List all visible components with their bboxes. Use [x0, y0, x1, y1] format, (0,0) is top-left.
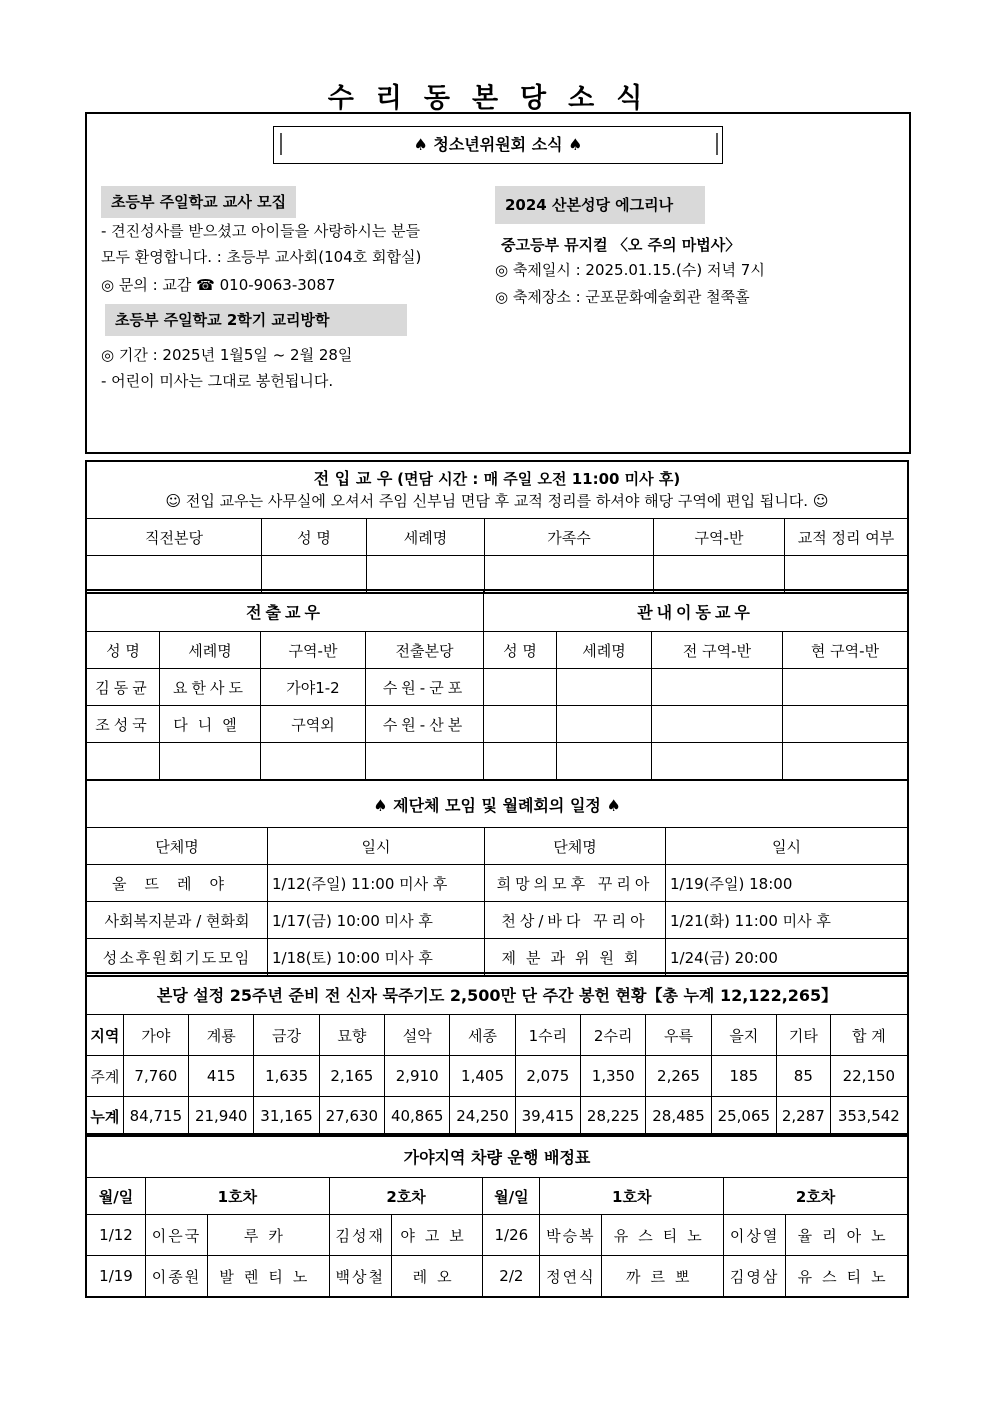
cell: 울뜨레야 [86, 865, 268, 902]
col-header: 현 구역-반 [783, 632, 909, 669]
col-header: 단체명 [86, 828, 268, 865]
table-row [86, 669, 908, 706]
cell: 185 [711, 1056, 776, 1097]
cell: 유스티노 [602, 1215, 724, 1256]
cell: 레오 [391, 1256, 483, 1298]
cell: 28,485 [646, 1097, 711, 1137]
cell: 1/19 [86, 1256, 146, 1298]
cell: 제분과위원회 [485, 939, 666, 977]
cell: 수원-군포 [366, 669, 484, 706]
cell: 기타 [777, 1015, 831, 1056]
col-header: 세례명 [160, 632, 261, 669]
cell: 구역외 [261, 706, 366, 743]
cell: 누계 [86, 1097, 123, 1137]
cell: 40,865 [385, 1097, 450, 1137]
musical-title: 중고등부 뮤지컬 〈오 주의 마법사〉 [501, 236, 741, 254]
col-header: 세례명 [367, 519, 485, 556]
col-header: 구역-반 [654, 519, 785, 556]
youth-heading: ♠ 청소년위원회 소식 ♠ [273, 126, 723, 164]
cell: 정연식 [540, 1256, 602, 1298]
table-row [86, 865, 908, 902]
col-header: 월/일 [483, 1178, 540, 1215]
table-row [86, 1256, 908, 1298]
cell: 성소후원회기도모임 [86, 939, 268, 977]
cell: 25,065 [711, 1097, 776, 1137]
cell: 1/17(금) 10:00 미사 후 [268, 902, 485, 939]
cell: 이상열 [724, 1215, 786, 1256]
col-header: 교적 정리 여부 [785, 519, 909, 556]
col-header: 일시 [666, 828, 909, 865]
cell: 사회복지분과 / 현화회 [86, 902, 268, 939]
cell: 2,165 [319, 1056, 384, 1097]
table-row [86, 902, 908, 939]
col-header: 구역-반 [261, 632, 366, 669]
col-header: 세례명 [557, 632, 652, 669]
cell: 21,940 [189, 1097, 254, 1137]
col-header: 직전본당 [86, 519, 262, 556]
col-header: 가족수 [485, 519, 654, 556]
col-header: 1호차 [146, 1178, 330, 1215]
col-header: 2호차 [724, 1178, 908, 1215]
cell: 까르뽀 [602, 1256, 724, 1298]
cell: 김영삼 [724, 1256, 786, 1298]
col-header: 전 구역-반 [652, 632, 783, 669]
cell: 을지 [711, 1015, 776, 1056]
cell: 1/26 [483, 1215, 540, 1256]
cell: 이종원 [146, 1256, 208, 1298]
transfer-out-heading: 전출교우 [86, 590, 484, 632]
col-header: 전출본당 [366, 632, 484, 669]
cell: 28,225 [581, 1097, 646, 1137]
meetings-table [85, 779, 909, 977]
cell: 유스티노 [786, 1256, 908, 1298]
cell: 발렌티노 [208, 1256, 330, 1298]
cell: 합 계 [830, 1015, 908, 1056]
vacation-tag: 초등부 주일학교 2학기 교리방학 [105, 304, 407, 336]
cell: 2/2 [483, 1256, 540, 1298]
cell: 수원-산본 [366, 706, 484, 743]
vehicle-heading: 가야지역 차량 운행 배정표 [86, 1134, 908, 1178]
col-header: 단체명 [485, 828, 666, 865]
cell: 1수리 [515, 1015, 580, 1056]
table-row [86, 706, 908, 743]
recruit-line: - 견진성사를 받으셨고 아이들을 사랑하시는 분들 [101, 222, 421, 240]
col-header: 월/일 [86, 1178, 146, 1215]
cell: 1,405 [450, 1056, 515, 1097]
cell: 2,075 [515, 1056, 580, 1097]
cell: 2,287 [777, 1097, 831, 1137]
col-header: 일시 [268, 828, 485, 865]
cell: 가야 [123, 1015, 188, 1056]
cell: 설악 [385, 1015, 450, 1056]
vacation-line: - 어린이 미사는 그대로 봉헌됩니다. [101, 372, 334, 390]
cell: 율리아노 [786, 1215, 908, 1256]
col-header: 1호차 [540, 1178, 724, 1215]
col-header: 2호차 [329, 1178, 483, 1215]
col-header: 성 명 [484, 632, 557, 669]
cell: 24,250 [450, 1097, 515, 1137]
cell: 묘향 [319, 1015, 384, 1056]
col-header: 성 명 [262, 519, 367, 556]
cell: 계룡 [189, 1015, 254, 1056]
cell: 1/18(토) 10:00 미사 후 [268, 939, 485, 977]
cell: 1/24(금) 20:00 [666, 939, 909, 977]
cell: 85 [777, 1056, 831, 1097]
transfer-in-table [85, 460, 909, 594]
cell: 세종 [450, 1015, 515, 1056]
cell: 2수리 [581, 1015, 646, 1056]
recruit-contact: ◎ 문의 : 교감 ☎ 010-9063-3087 [101, 276, 336, 294]
cell: 84,715 [123, 1097, 188, 1137]
cell: 1,350 [581, 1056, 646, 1097]
cell: 353,542 [830, 1097, 908, 1137]
cell: 2,265 [646, 1056, 711, 1097]
recruit-tag: 초등부 주일학교 교사 모집 [101, 186, 296, 218]
cell: 31,165 [254, 1097, 319, 1137]
cell: 415 [189, 1056, 254, 1097]
cell: 김동균 [86, 669, 160, 706]
transfer-in-hours: (면담 시간 : 매 주일 오전 11:00 미사 후) [397, 470, 681, 488]
youth-news-box [85, 112, 911, 454]
musical-place: ◎ 축제장소 : 군포문화예술회관 철쭉홀 [495, 288, 750, 306]
transfer-in-heading: 전 입 교 우 [313, 469, 393, 488]
cell: 희망의모후 꾸리아 [485, 865, 666, 902]
cell: 1/19(주일) 18:00 [666, 865, 909, 902]
prayer-total-row [86, 1097, 908, 1137]
prayer-heading: 본당 설정 25주년 준비 전 신자 묵주기도 2,500만 단 주간 봉헌 현황【총 누계 12,122,265】 [86, 973, 908, 1015]
cell: 박승복 [540, 1215, 602, 1256]
transfer-in-note: ☺ 전입 교우는 사무실에 오셔서 주임 신부님 면담 후 교적 정리를 하셔야 해당 구역에 편입 됩니다. ☺ [165, 492, 829, 510]
cell: 1/12 [86, 1215, 146, 1256]
cell: 요한사도 [160, 669, 261, 706]
cell: 지역 [86, 1015, 123, 1056]
cell: 이은국 [146, 1215, 208, 1256]
meetings-heading: ♠ 제단체 모임 및 월례회의 일정 ♠ [86, 780, 908, 828]
table-row [86, 1215, 908, 1256]
prayer-weekly-row [86, 1056, 908, 1097]
cell: 천상/바다 꾸리아 [485, 902, 666, 939]
cell: 다니엘 [160, 706, 261, 743]
cell: 금강 [254, 1015, 319, 1056]
cell: 1/21(화) 11:00 미사 후 [666, 902, 909, 939]
prayer-header-row [86, 1015, 908, 1056]
internal-move-heading: 관내이동교우 [484, 590, 909, 632]
cell: 조성국 [86, 706, 160, 743]
cell: 루카 [208, 1215, 330, 1256]
cell: 22,150 [830, 1056, 908, 1097]
egrina-tag: 2024 산본성당 에그리나 [495, 186, 705, 224]
musical-date: ◎ 축제일시 : 2025.01.15.(수) 저녁 7시 [495, 261, 765, 279]
prayer-table [85, 972, 909, 1137]
cell: 가야1-2 [261, 669, 366, 706]
table-row [86, 939, 908, 977]
cell: 7,760 [123, 1056, 188, 1097]
cell: 1,635 [254, 1056, 319, 1097]
page-title: 수리동본당소식 [327, 83, 665, 114]
cell: 주계 [86, 1056, 123, 1097]
recruit-line: 모두 환영합니다. : 초등부 교사회(104호 회합실) [101, 248, 422, 266]
cell: 27,630 [319, 1097, 384, 1137]
vehicle-table [85, 1133, 909, 1298]
vacation-line: ◎ 기간 : 2025년 1월5일 ~ 2월 28일 [101, 346, 353, 364]
cell: 1/12(주일) 11:00 미사 후 [268, 865, 485, 902]
col-header: 성 명 [86, 632, 160, 669]
cell: 김성재 [329, 1215, 391, 1256]
cell: 우륵 [646, 1015, 711, 1056]
cell: 야고보 [391, 1215, 483, 1256]
transfer-out-table [85, 589, 909, 781]
cell: 2,910 [385, 1056, 450, 1097]
cell: 39,415 [515, 1097, 580, 1137]
cell: 백상철 [329, 1256, 391, 1298]
